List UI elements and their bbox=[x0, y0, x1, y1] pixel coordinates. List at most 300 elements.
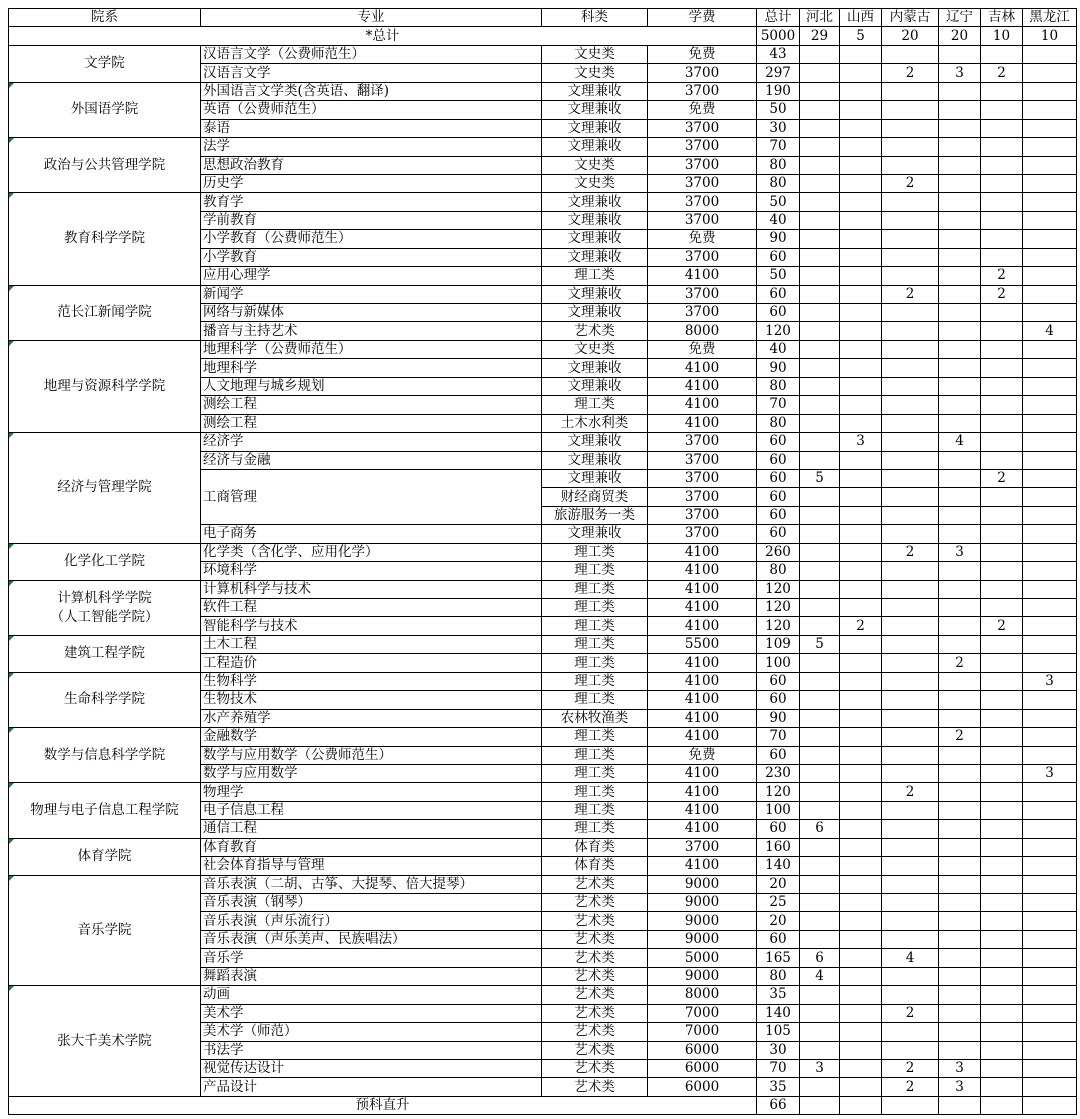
category-cell: 艺术类 bbox=[542, 930, 648, 948]
province-quota-cell bbox=[800, 617, 840, 635]
province-quota-cell bbox=[800, 709, 840, 727]
province-quota-cell bbox=[981, 414, 1023, 432]
header-tuition: 学费 bbox=[648, 9, 757, 27]
total-cell: 120 bbox=[757, 783, 800, 801]
province-quota-cell bbox=[800, 64, 840, 82]
province-quota-cell bbox=[840, 875, 882, 893]
tuition-cell: 3700 bbox=[648, 174, 757, 192]
college-name: 外国语学院 bbox=[70, 101, 139, 118]
tuition-cell: 7000 bbox=[648, 1004, 757, 1022]
province-quota-cell bbox=[882, 1023, 939, 1041]
province-quota-cell bbox=[800, 451, 840, 469]
category-cell: 文理兼收 bbox=[542, 82, 648, 100]
tuition-cell: 3700 bbox=[648, 433, 757, 451]
province-quota-cell bbox=[882, 764, 939, 782]
tuition-cell: 4100 bbox=[648, 801, 757, 819]
province-quota-cell bbox=[882, 912, 939, 930]
province-quota-cell bbox=[800, 930, 840, 948]
province-quota-cell bbox=[1023, 506, 1077, 524]
college-name: 张大千美术学院 bbox=[57, 1032, 152, 1049]
province-quota-cell bbox=[939, 119, 981, 137]
province-quota-cell bbox=[800, 875, 840, 893]
tuition-cell: 4100 bbox=[648, 599, 757, 617]
province-quota-cell bbox=[882, 894, 939, 912]
province-quota-cell bbox=[840, 599, 882, 617]
total-cell: 60 bbox=[757, 820, 800, 838]
province-quota-cell: 3 bbox=[939, 1078, 981, 1096]
province-quota-cell: 4 bbox=[939, 433, 981, 451]
province-quota-cell bbox=[981, 322, 1023, 340]
province-quota-cell bbox=[840, 525, 882, 543]
tuition-cell: 3700 bbox=[648, 506, 757, 524]
province-quota-cell bbox=[840, 635, 882, 653]
province-quota-cell bbox=[840, 1023, 882, 1041]
tuition-cell: 4100 bbox=[648, 414, 757, 432]
province-quota-cell bbox=[939, 322, 981, 340]
total-cell: 60 bbox=[757, 451, 800, 469]
total-cell: 120 bbox=[757, 322, 800, 340]
province-quota-cell bbox=[800, 138, 840, 156]
province-quota-cell bbox=[840, 359, 882, 377]
tuition-cell: 9000 bbox=[648, 967, 757, 985]
comment-marker-icon bbox=[9, 193, 14, 198]
category-cell: 理工类 bbox=[542, 543, 648, 561]
province-quota-cell bbox=[981, 193, 1023, 211]
total-cell: 60 bbox=[757, 433, 800, 451]
major-cell: 小学教育 bbox=[201, 248, 542, 266]
province-quota-cell bbox=[981, 986, 1023, 1004]
province-quota-cell bbox=[882, 599, 939, 617]
province-quota-cell: 2 bbox=[882, 64, 939, 82]
province-quota-cell bbox=[800, 45, 840, 63]
province-quota-cell bbox=[939, 635, 981, 653]
province-quota-cell bbox=[939, 525, 981, 543]
table-row bbox=[9, 433, 1077, 451]
province-quota-cell bbox=[981, 967, 1023, 985]
province-quota-cell bbox=[840, 838, 882, 856]
province-quota-cell bbox=[1023, 433, 1077, 451]
tuition-cell: 4100 bbox=[648, 709, 757, 727]
header-province: 内蒙古 bbox=[882, 9, 939, 27]
category-cell: 文史类 bbox=[542, 174, 648, 192]
province-quota-cell: 4 bbox=[882, 949, 939, 967]
province-quota-cell bbox=[939, 912, 981, 930]
major-cell: 水产养殖学 bbox=[201, 709, 542, 727]
summary-total: 5000 bbox=[757, 27, 800, 45]
province-quota-cell bbox=[1023, 783, 1077, 801]
province-quota-cell bbox=[981, 101, 1023, 119]
province-quota-cell bbox=[1023, 1041, 1077, 1059]
province-quota-cell bbox=[840, 894, 882, 912]
province-quota-cell bbox=[981, 525, 1023, 543]
tuition-cell: 9000 bbox=[648, 930, 757, 948]
total-cell: 50 bbox=[757, 267, 800, 285]
province-quota-cell bbox=[840, 967, 882, 985]
province-quota-cell bbox=[882, 322, 939, 340]
category-cell: 文理兼收 bbox=[542, 377, 648, 395]
province-quota-cell: 2 bbox=[981, 285, 1023, 303]
province-quota-cell bbox=[981, 820, 1023, 838]
tuition-cell: 免费 bbox=[648, 340, 757, 358]
province-quota-cell bbox=[800, 340, 840, 358]
province-quota-cell bbox=[840, 1096, 882, 1114]
college-cell bbox=[9, 543, 201, 580]
province-quota-cell: 2 bbox=[882, 1004, 939, 1022]
province-quota-cell bbox=[800, 396, 840, 414]
category-cell: 旅游服务一类 bbox=[542, 506, 648, 524]
province-quota-cell bbox=[1023, 211, 1077, 229]
comment-marker-icon bbox=[9, 433, 14, 438]
tuition-cell: 3700 bbox=[648, 193, 757, 211]
tuition-cell: 4100 bbox=[648, 691, 757, 709]
province-quota-cell bbox=[981, 138, 1023, 156]
province-quota-cell bbox=[1023, 857, 1077, 875]
province-quota-cell bbox=[800, 304, 840, 322]
province-quota-cell bbox=[981, 728, 1023, 746]
college-cell bbox=[9, 82, 201, 137]
college-subname: （人工智能学院） bbox=[50, 608, 159, 625]
province-quota-cell bbox=[1023, 82, 1077, 100]
province-quota-cell bbox=[939, 580, 981, 598]
category-cell: 财经商贸类 bbox=[542, 488, 648, 506]
province-quota-cell bbox=[800, 894, 840, 912]
province-quota-cell bbox=[840, 414, 882, 432]
province-quota-cell bbox=[840, 119, 882, 137]
province-quota-cell bbox=[939, 986, 981, 1004]
province-quota-cell bbox=[1023, 930, 1077, 948]
province-quota-cell bbox=[840, 746, 882, 764]
province-quota-cell: 2 bbox=[840, 617, 882, 635]
major-cell: 教育学 bbox=[201, 193, 542, 211]
tuition-cell: 4100 bbox=[648, 396, 757, 414]
province-quota-cell bbox=[1023, 119, 1077, 137]
category-cell: 理工类 bbox=[542, 783, 648, 801]
summary-row bbox=[9, 27, 1077, 45]
tuition-cell: 3700 bbox=[648, 211, 757, 229]
province-quota-cell: 2 bbox=[981, 267, 1023, 285]
total-cell: 260 bbox=[757, 543, 800, 561]
category-cell: 理工类 bbox=[542, 728, 648, 746]
province-quota-cell bbox=[840, 709, 882, 727]
province-quota-cell bbox=[1023, 359, 1077, 377]
college-name: 政治与公共管理学院 bbox=[43, 156, 166, 173]
province-quota-cell bbox=[800, 857, 840, 875]
province-quota-cell bbox=[981, 156, 1023, 174]
total-cell: 297 bbox=[757, 64, 800, 82]
province-quota-cell bbox=[1023, 285, 1077, 303]
college-cell bbox=[9, 986, 201, 1097]
province-quota-cell bbox=[800, 322, 840, 340]
province-quota-cell bbox=[939, 949, 981, 967]
province-quota-cell bbox=[1023, 377, 1077, 395]
category-cell: 艺术类 bbox=[542, 1078, 648, 1096]
province-quota-cell bbox=[1023, 635, 1077, 653]
province-quota-cell bbox=[840, 304, 882, 322]
total-cell: 109 bbox=[757, 635, 800, 653]
comment-marker-icon bbox=[9, 839, 14, 844]
province-quota-cell bbox=[1023, 1023, 1077, 1041]
province-quota-cell bbox=[981, 783, 1023, 801]
province-quota-cell bbox=[800, 838, 840, 856]
province-quota-cell: 2 bbox=[981, 64, 1023, 82]
province-quota-cell bbox=[882, 580, 939, 598]
province-quota-cell bbox=[840, 728, 882, 746]
province-quota-cell bbox=[840, 986, 882, 1004]
province-quota-cell bbox=[981, 894, 1023, 912]
major-cell: 经济与金融 bbox=[201, 451, 542, 469]
total-cell: 60 bbox=[757, 930, 800, 948]
province-quota-cell bbox=[1023, 562, 1077, 580]
province-quota-cell bbox=[840, 174, 882, 192]
total-cell: 30 bbox=[757, 1041, 800, 1059]
province-quota-cell bbox=[939, 138, 981, 156]
province-quota-cell bbox=[882, 986, 939, 1004]
comment-marker-icon bbox=[9, 986, 14, 991]
province-quota-cell bbox=[1023, 820, 1077, 838]
province-quota-cell bbox=[1023, 469, 1077, 487]
province-quota-cell bbox=[939, 875, 981, 893]
major-cell: 播音与主持艺术 bbox=[201, 322, 542, 340]
province-quota-cell bbox=[882, 691, 939, 709]
college-cell bbox=[9, 635, 201, 672]
province-quota-cell bbox=[840, 930, 882, 948]
province-quota-cell bbox=[981, 433, 1023, 451]
major-cell: 音乐表演（声乐美声、民族唱法） bbox=[201, 930, 542, 948]
college-name: 范长江新闻学院 bbox=[57, 304, 152, 321]
tuition-cell: 9000 bbox=[648, 912, 757, 930]
total-cell: 80 bbox=[757, 562, 800, 580]
major-cell: 土木工程 bbox=[201, 635, 542, 653]
total-cell: 40 bbox=[757, 211, 800, 229]
total-cell: 60 bbox=[757, 525, 800, 543]
tuition-cell: 3700 bbox=[648, 488, 757, 506]
category-cell: 理工类 bbox=[542, 599, 648, 617]
table-row bbox=[9, 82, 1077, 100]
province-quota-cell bbox=[981, 506, 1023, 524]
province-quota-cell: 4 bbox=[1023, 322, 1077, 340]
province-quota-cell: 3 bbox=[939, 1059, 981, 1077]
college-name: 计算机科学学院 bbox=[57, 589, 152, 606]
province-quota-cell bbox=[1023, 967, 1077, 985]
category-cell: 文史类 bbox=[542, 45, 648, 63]
comment-marker-icon bbox=[9, 286, 14, 291]
tuition-cell: 8000 bbox=[648, 322, 757, 340]
table-row bbox=[9, 783, 1077, 801]
province-quota-cell: 2 bbox=[981, 617, 1023, 635]
college-cell bbox=[9, 45, 201, 82]
province-quota-cell bbox=[939, 783, 981, 801]
total-cell: 35 bbox=[757, 986, 800, 1004]
province-quota-cell bbox=[882, 709, 939, 727]
category-cell: 农林牧渔类 bbox=[542, 709, 648, 727]
province-quota-cell bbox=[840, 267, 882, 285]
province-quota-cell bbox=[1023, 838, 1077, 856]
province-quota-cell bbox=[981, 635, 1023, 653]
province-quota-cell bbox=[840, 101, 882, 119]
header-province: 河北 bbox=[800, 9, 840, 27]
province-quota-cell bbox=[882, 396, 939, 414]
total-cell: 40 bbox=[757, 340, 800, 358]
province-quota-cell bbox=[882, 488, 939, 506]
footer-row bbox=[9, 1096, 1077, 1114]
province-quota-cell bbox=[882, 562, 939, 580]
category-cell: 文理兼收 bbox=[542, 211, 648, 229]
category-cell: 理工类 bbox=[542, 691, 648, 709]
province-quota-cell bbox=[939, 174, 981, 192]
province-quota-cell bbox=[840, 820, 882, 838]
footer-total: 66 bbox=[757, 1096, 800, 1114]
college-cell bbox=[9, 138, 201, 193]
category-cell: 文史类 bbox=[542, 156, 648, 174]
province-quota-cell bbox=[981, 211, 1023, 229]
province-quota-cell bbox=[1023, 45, 1077, 63]
province-quota-cell bbox=[939, 82, 981, 100]
major-cell: 物理学 bbox=[201, 783, 542, 801]
province-quota-cell bbox=[1023, 414, 1077, 432]
tuition-cell: 4100 bbox=[648, 672, 757, 690]
category-cell: 艺术类 bbox=[542, 986, 648, 1004]
header-province: 吉林 bbox=[981, 9, 1023, 27]
province-quota-cell bbox=[939, 469, 981, 487]
province-quota-cell bbox=[800, 728, 840, 746]
category-cell: 艺术类 bbox=[542, 1059, 648, 1077]
tuition-cell: 9000 bbox=[648, 875, 757, 893]
province-quota-cell bbox=[840, 1059, 882, 1077]
comment-marker-icon bbox=[9, 636, 14, 641]
province-quota-cell bbox=[1023, 746, 1077, 764]
province-quota-cell bbox=[939, 156, 981, 174]
province-quota-cell bbox=[1023, 801, 1077, 819]
category-cell: 理工类 bbox=[542, 635, 648, 653]
province-quota-cell bbox=[1023, 267, 1077, 285]
total-cell: 60 bbox=[757, 672, 800, 690]
total-cell: 60 bbox=[757, 469, 800, 487]
province-quota-cell bbox=[840, 396, 882, 414]
major-cell: 舞蹈表演 bbox=[201, 967, 542, 985]
category-cell: 艺术类 bbox=[542, 875, 648, 893]
province-quota-cell bbox=[1023, 340, 1077, 358]
province-quota-cell bbox=[800, 156, 840, 174]
category-cell: 理工类 bbox=[542, 267, 648, 285]
province-quota-cell bbox=[939, 101, 981, 119]
table-row bbox=[9, 875, 1077, 893]
province-quota-cell bbox=[840, 543, 882, 561]
province-quota-cell bbox=[981, 119, 1023, 137]
province-quota-cell bbox=[882, 728, 939, 746]
table-row bbox=[9, 340, 1077, 358]
college-cell bbox=[9, 193, 201, 285]
major-cell: 历史学 bbox=[201, 174, 542, 192]
category-cell: 文理兼收 bbox=[542, 469, 648, 487]
major-cell: 化学类（含化学、应用化学） bbox=[201, 543, 542, 561]
province-quota-cell bbox=[981, 174, 1023, 192]
province-quota-cell bbox=[800, 506, 840, 524]
tuition-cell: 3700 bbox=[648, 304, 757, 322]
tuition-cell: 6000 bbox=[648, 1059, 757, 1077]
major-cell: 工程造价 bbox=[201, 654, 542, 672]
major-cell: 数学与应用数学 bbox=[201, 764, 542, 782]
total-cell: 100 bbox=[757, 654, 800, 672]
tuition-cell: 3700 bbox=[648, 469, 757, 487]
tuition-cell: 8000 bbox=[648, 986, 757, 1004]
major-cell: 音乐表演（钢琴） bbox=[201, 894, 542, 912]
college-cell bbox=[9, 433, 201, 544]
province-quota-cell bbox=[840, 45, 882, 63]
major-cell: 生物技术 bbox=[201, 691, 542, 709]
province-quota-cell bbox=[939, 267, 981, 285]
province-quota-cell bbox=[840, 949, 882, 967]
province-quota-cell bbox=[882, 1096, 939, 1114]
category-cell: 理工类 bbox=[542, 801, 648, 819]
header-category: 科类 bbox=[542, 9, 648, 27]
category-cell: 理工类 bbox=[542, 580, 648, 598]
province-quota-cell: 2 bbox=[939, 728, 981, 746]
province-quota-cell bbox=[939, 248, 981, 266]
province-quota-cell bbox=[882, 635, 939, 653]
province-quota-cell: 3 bbox=[939, 543, 981, 561]
province-quota-cell bbox=[939, 193, 981, 211]
major-cell: 测绘工程 bbox=[201, 396, 542, 414]
tuition-cell: 4100 bbox=[648, 359, 757, 377]
province-quota-cell bbox=[939, 377, 981, 395]
province-quota-cell bbox=[1023, 525, 1077, 543]
major-cell: 音乐学 bbox=[201, 949, 542, 967]
province-quota-cell bbox=[1023, 1059, 1077, 1077]
province-quota-cell bbox=[882, 377, 939, 395]
summary-province: 29 bbox=[800, 27, 840, 45]
province-quota-cell bbox=[981, 1023, 1023, 1041]
province-quota-cell bbox=[1023, 488, 1077, 506]
province-quota-cell bbox=[882, 451, 939, 469]
category-cell: 理工类 bbox=[542, 820, 648, 838]
province-quota-cell bbox=[882, 672, 939, 690]
province-quota-cell bbox=[939, 672, 981, 690]
major-cell: 产品设计 bbox=[201, 1078, 542, 1096]
tuition-cell: 3700 bbox=[648, 156, 757, 174]
province-quota-cell bbox=[939, 691, 981, 709]
province-quota-cell bbox=[939, 764, 981, 782]
province-quota-cell bbox=[840, 138, 882, 156]
total-cell: 60 bbox=[757, 304, 800, 322]
major-cell: 新闻学 bbox=[201, 285, 542, 303]
province-quota-cell bbox=[1023, 912, 1077, 930]
total-cell: 60 bbox=[757, 285, 800, 303]
college-cell bbox=[9, 672, 201, 727]
province-quota-cell bbox=[800, 230, 840, 248]
category-cell: 理工类 bbox=[542, 654, 648, 672]
province-quota-cell bbox=[882, 230, 939, 248]
category-cell: 文理兼收 bbox=[542, 101, 648, 119]
province-quota-cell bbox=[800, 912, 840, 930]
category-cell: 土木水利类 bbox=[542, 414, 648, 432]
province-quota-cell: 2 bbox=[939, 654, 981, 672]
college-name: 教育科学学院 bbox=[64, 230, 145, 247]
province-quota-cell bbox=[840, 783, 882, 801]
province-quota-cell bbox=[981, 801, 1023, 819]
tuition-cell: 3700 bbox=[648, 248, 757, 266]
province-quota-cell bbox=[840, 64, 882, 82]
province-quota-cell bbox=[840, 377, 882, 395]
province-quota-cell bbox=[939, 230, 981, 248]
province-quota-cell bbox=[800, 1004, 840, 1022]
college-name: 物理与电子信息工程学院 bbox=[30, 802, 179, 819]
province-quota-cell bbox=[840, 469, 882, 487]
province-quota-cell bbox=[800, 433, 840, 451]
province-quota-cell bbox=[981, 838, 1023, 856]
tuition-cell: 3700 bbox=[648, 119, 757, 137]
major-cell: 测绘工程 bbox=[201, 414, 542, 432]
province-quota-cell bbox=[882, 248, 939, 266]
